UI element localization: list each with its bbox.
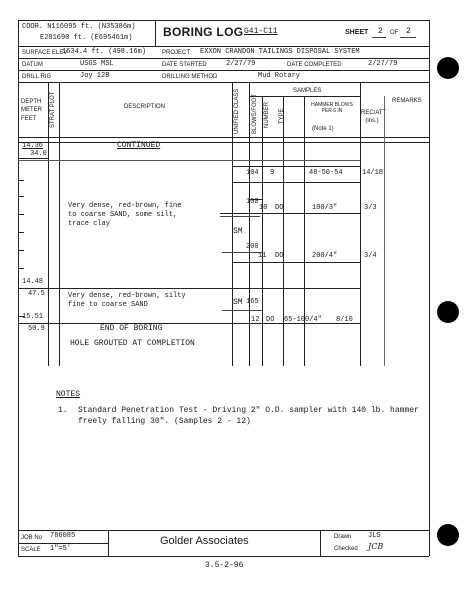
date-completed-label: DATE COMPLETED [287, 62, 342, 68]
unified-class-header: UNIFIED CLASS [234, 88, 240, 134]
coordinates-north: COOR. N116095 ft. (N35386m) [22, 23, 136, 31]
page-number: 3.5-2-96 [205, 561, 244, 570]
drawn-value: JLS [368, 532, 381, 540]
sample-12-number: 12 [251, 316, 260, 324]
depth-2-meters: 14.48 [22, 278, 44, 286]
hammer-note-header: (Note 1) [312, 126, 334, 132]
note-1-line-2: freely falling 30". (Samples 2 - 12) [78, 417, 251, 426]
sheet-label: SHEET [345, 29, 369, 36]
top-depth-meters: 14.36 [22, 142, 44, 150]
sample-9-hammer: 48-50-54 [309, 169, 343, 177]
note-1-line-1: Standard Penetration Test - Driving 2" O.D. sampler with 140 lb. hammer [78, 406, 419, 415]
sample-12-hammer: 65-100/4" [284, 316, 322, 324]
project-label: PROJECT [162, 50, 191, 56]
strat-plot-header: STRAT PLOT [50, 91, 56, 128]
date-started-value: 2/27/79 [226, 60, 256, 68]
datum-value: USGS MSL [80, 60, 114, 68]
description-1-line-1: Very dense, red-brown, fine [68, 202, 182, 210]
binder-hole-bottom [437, 524, 459, 546]
binder-hole-top [437, 57, 459, 79]
depth-header: DEPTH METER FEET [21, 99, 42, 122]
description-header: DESCRIPTION [124, 104, 166, 110]
unified-class-2: SM [233, 298, 243, 307]
sample-11-type: DO [275, 252, 284, 260]
blows-per-foot-header: BLOWS/FOOT [252, 93, 258, 134]
drill-rig-label: DRILL RIG [22, 74, 52, 80]
job-no-value: 786085 [50, 532, 76, 540]
sheet-number: 2 [378, 27, 383, 36]
drill-rig-value: Joy 12B [80, 72, 110, 80]
sample-11-number: 11 [258, 252, 267, 260]
unified-class-1: SM [233, 227, 243, 236]
top-depth-feet: 34.0 [30, 150, 47, 158]
rec-att-header: REC/ATT (ins.) [361, 110, 387, 124]
note-1-number: 1. [58, 406, 68, 415]
job-no-label: JOB No [21, 535, 43, 541]
sample-11-blows: 200 [246, 243, 259, 251]
date-started-label: DATE STARTED [162, 62, 207, 68]
binder-hole-middle [437, 301, 459, 323]
project-value: EXXON CRANDON TAILINGS DISPOSAL SYSTEM [200, 48, 360, 56]
notes-heading: NOTES [56, 390, 81, 399]
sample-9-blows: 104 [246, 169, 259, 177]
drilling-method-value: Mud Rotary [258, 72, 301, 80]
sample-12-rec: 8/10 [336, 316, 353, 324]
checked-label: Checked [334, 546, 358, 552]
sample-9-rec: 14/18 [362, 169, 384, 177]
datum-label: DATUM [22, 62, 43, 68]
scale-label: SCALE [21, 547, 41, 553]
remarks-header: REMARKS [392, 98, 422, 104]
sample-10-rec: 3/3 [364, 204, 377, 212]
description-1-line-2: to coarse SAND, some silt, [68, 211, 178, 219]
boring-id: G41-C11 [244, 27, 278, 36]
drawn-label: Drawn [334, 534, 352, 540]
hole-grouted: HOLE GROUTED AT COMPLETION [70, 339, 195, 348]
description-2-line-1: Very dense, red-brown, silty [68, 292, 186, 300]
date-completed-value: 2/27/79 [368, 60, 398, 68]
boring-log-title: BORING LOG [163, 25, 244, 39]
hammer-blows-header: HAMMER BLOWS PER 6 IN [311, 102, 353, 114]
description-1-line-3: trace clay [68, 220, 111, 228]
sample-11-hammer: 200/4" [312, 252, 338, 260]
surface-elev-label: SURFACE ELEV [22, 50, 68, 56]
drilling-method-label: DRILLING METHOD [162, 74, 218, 80]
sheet-of-label: OF [390, 30, 399, 36]
depth-3-feet: 50.9 [28, 325, 45, 333]
sample-10-hammer: 100/3" [312, 204, 338, 212]
description-2-line-2: fine to coarse SAND [68, 301, 148, 309]
sheet-total: 2 [406, 27, 411, 36]
coordinates-east: E281690 ft. (E695461m) [40, 34, 133, 42]
depth-3-meters: 15.51 [22, 313, 44, 321]
depth-2-feet: 47.5 [28, 290, 45, 298]
sample-12-blows: 165 [246, 298, 259, 306]
company-name: Golder Associates [160, 535, 249, 547]
sample-10-type: DO [275, 204, 284, 212]
sample-10-number: 10 [259, 204, 268, 212]
samples-header: SAMPLES [293, 88, 322, 94]
scale-value: 1"=5' [50, 545, 72, 553]
surface-elev-value: 1634.4 ft. (498.16m) [62, 48, 147, 56]
sample-number-header: NUMBER [264, 101, 270, 128]
sample-11-rec: 3/4 [364, 252, 377, 260]
sample-12-type: DO [266, 316, 275, 324]
end-of-boring: END OF BORING [100, 324, 163, 333]
sample-9-number: 9 [270, 169, 275, 177]
sample-10-blows: 100 [246, 198, 259, 206]
continued-label: CONTINUED [117, 141, 161, 150]
checked-value: JCB [368, 542, 384, 551]
sample-type-header: TYPE [279, 108, 285, 124]
